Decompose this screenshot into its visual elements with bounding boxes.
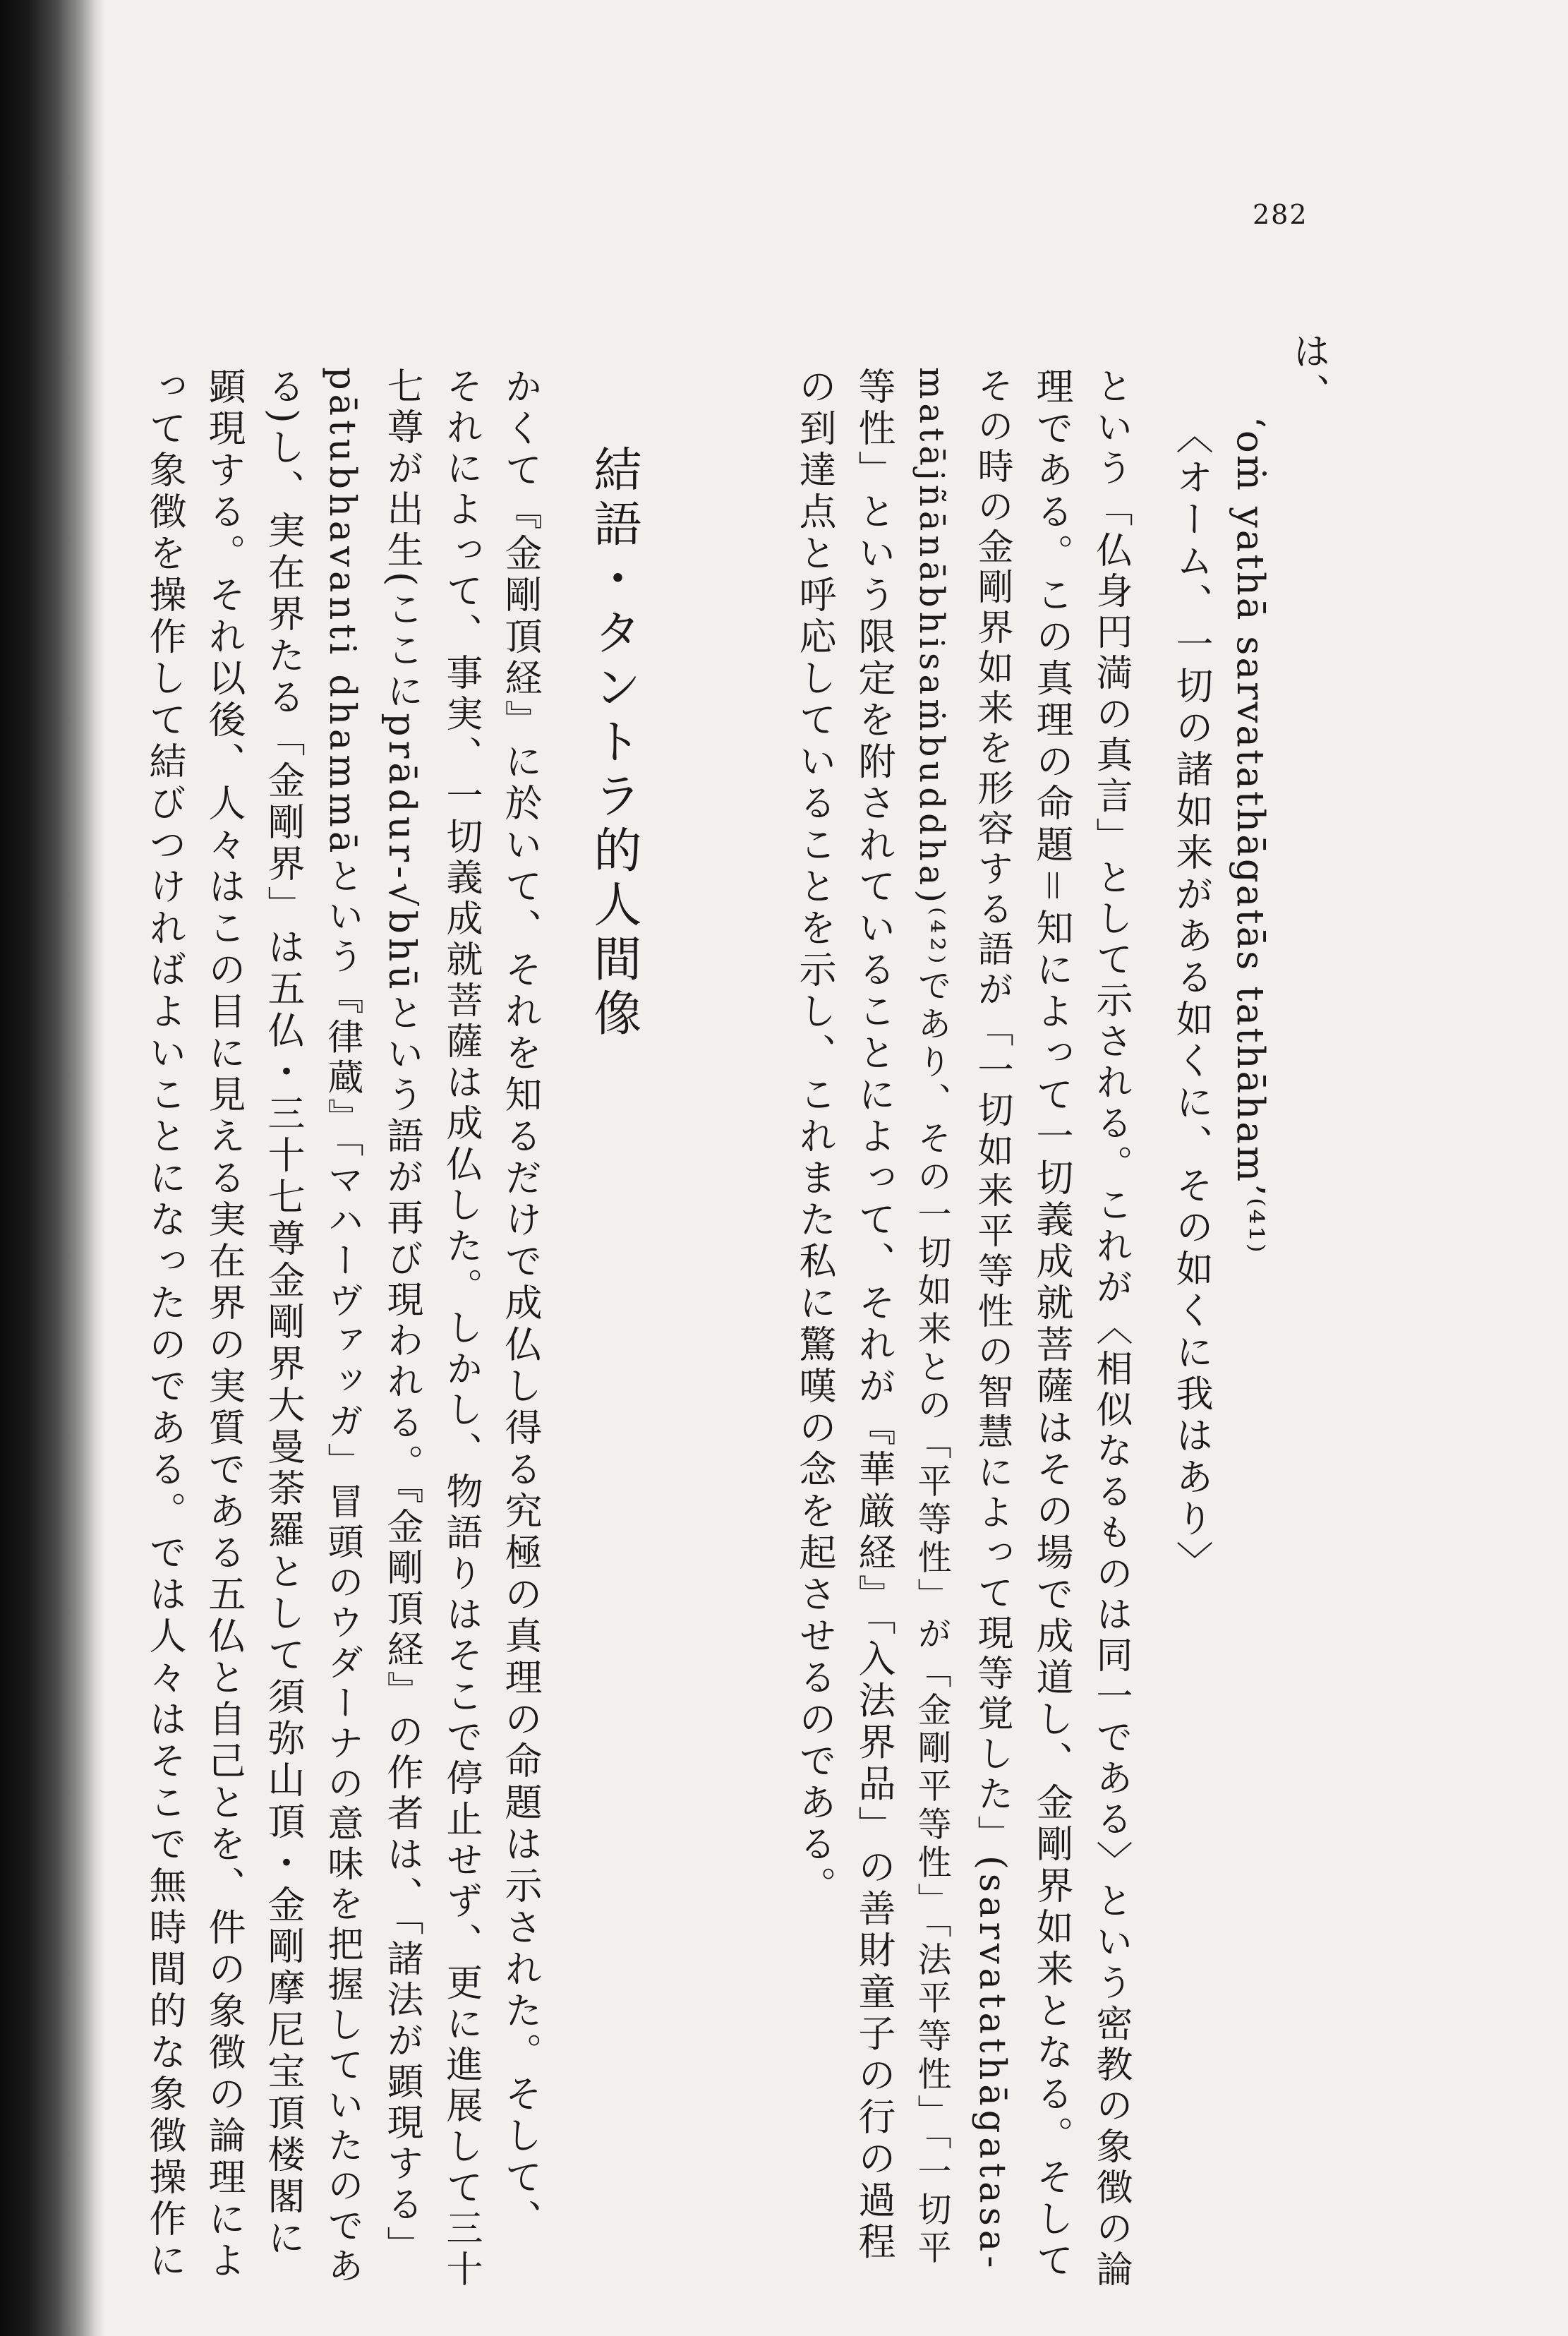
text-line-1: は、 — [1287, 332, 1330, 415]
mantra-romanized: ‘oṁ yathā sarvatathāgatās tathāham’⁽⁴¹⁾ — [1229, 416, 1272, 1255]
page-number: 282 — [1253, 199, 1308, 230]
text-line-14: る)し、実在界たる「金剛界」は五仏・三十七尊金剛界大曼荼羅として須弥山頂・金剛摩尼宝頂楼閣に — [262, 367, 305, 2260]
section-heading: 結語・タントラ的人間像 — [586, 445, 641, 1042]
text-line-4: という「仏身円満の真言」として示される。これが〈相似なるものは同一である〉という密教の象徴の論 — [1090, 367, 1132, 2291]
text-line-6: その時の金剛界如来を形容する語が「一切如来平等性の智慧によって現等覚した」(sarvatathāgatasa- — [971, 367, 1013, 2272]
text-line-9: の到達点と呼応していることを示し、これまた私に驚嘆の念を起させるのである。 — [793, 367, 836, 1908]
text-line-16: って象徴を操作して結びつければよいことになったのである。では人々はそこで無時間的な象徴操作に — [143, 367, 186, 2282]
text-line-5: 理である。この真理の命題＝知によって一切義成就菩薩はその場で成道し、金剛界如来となる。そして — [1030, 367, 1073, 2282]
text-line-12: 七尊が出生(ここにprādur-√bhūという語が再び現われる。『金剛頂経』の作者は、「諸法が顕現する」 — [380, 367, 423, 2268]
mantra-translation: 〈オーム、一切の諸如来がある如くに、その如くに我はあり〉 — [1170, 416, 1213, 1582]
text-line-13: pātubhavanti dhammāという『律蔵』「マハーヴァッガ」冒頭のウダーナの意味を把握していたのであ — [321, 367, 363, 2287]
scan-shadow-edge — [0, 0, 106, 2336]
text-line-10: かくて『金剛頂経』に於いて、それを知るだけで成仏し得る究極の真理の命題は示された。そして、 — [499, 367, 542, 2241]
text-line-11: それによって、事実、一切義成就菩薩は成仏した。しかし、物語りはそこで停止せず、更に進展して三十 — [440, 367, 482, 2291]
text-line-8: 等性」という限定を附されていることによって、それが『華厳経』「入法界品」の善財童子の行の過程 — [852, 367, 895, 2264]
text-line-15: 顕現する。それ以後、人々はこの目に見える実在界の実質である五仏と自己とを、件の象徴の論理によ — [203, 367, 246, 2282]
text-line-7: matājñānābhisaṁbuddha)⁽⁴²⁾であり、その一切如来との「平等性」が「金剛平等性」「法平等性」「一切平 — [912, 367, 951, 2268]
